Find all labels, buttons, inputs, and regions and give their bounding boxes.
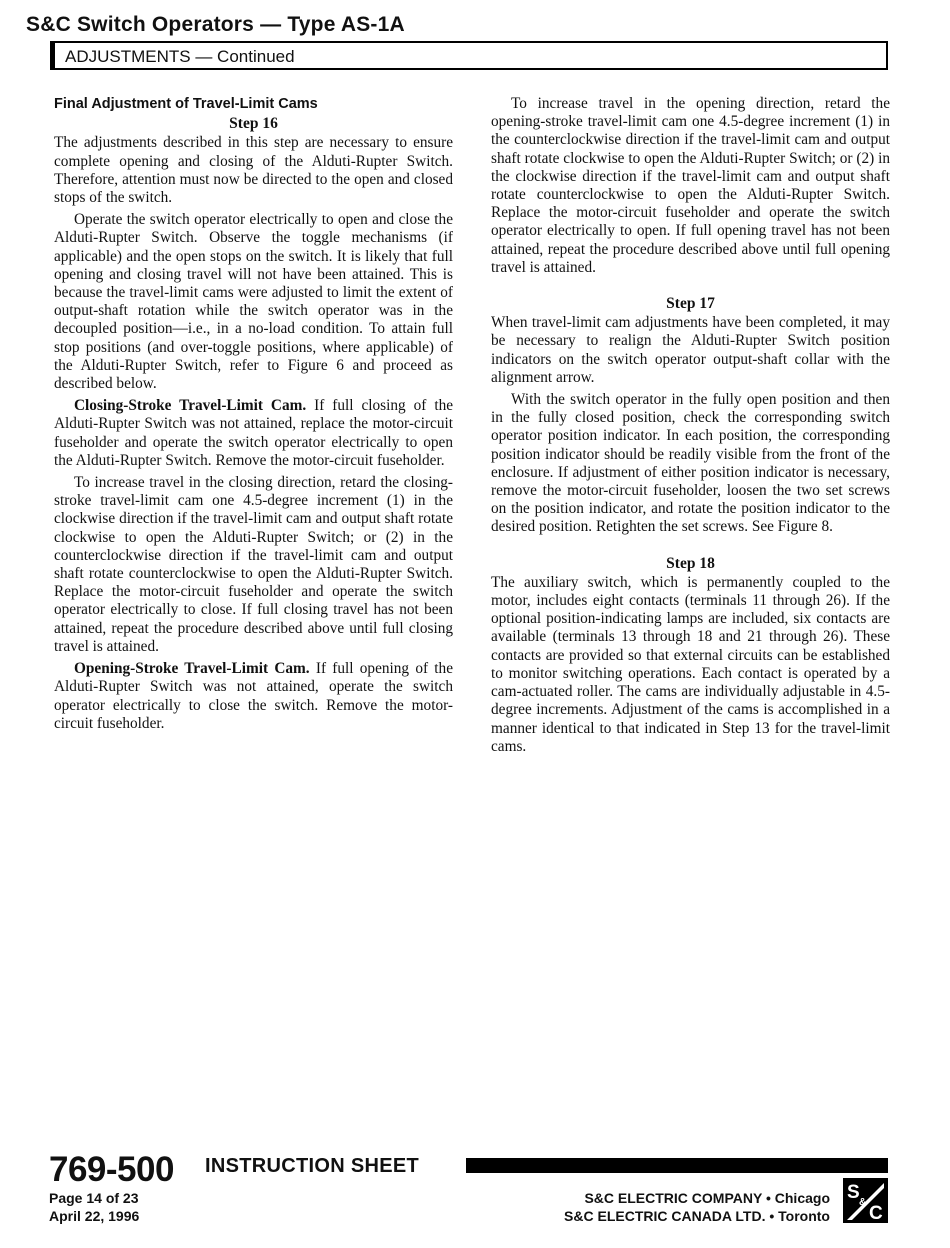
step-17-paragraph-1: When travel-limit cam adjustments have been completed, it may be necessary to realign the Alduti-Rupter Switch position indicators on the switch operator output-shaft collar with the alignment arrow. bbox=[491, 314, 890, 386]
issue-date: April 22, 1996 bbox=[49, 1208, 140, 1224]
step-16-paragraph-1: The adjustments described in this step are necessary to ensure complete opening and closing of the Alduti-Rupter Switch. Therefore, attention must now be directed to the open and closed stops of the switch. bbox=[54, 134, 453, 207]
company-line-chicago bbox=[584, 1190, 830, 1206]
section-header-bar bbox=[50, 41, 888, 70]
step-16-paragraph-2: Operate the switch operator electrically to open and close the Alduti-Rupter Switch. Observe the toggle mechanisms (if applicable) and the open stops on the switch. It is likely that full opening and closing travel will not have been attained. This is because the travel-limit cams were adjusted to limit the extent of output-shaft rotation while the switch operator was in the decoupled position—i.e., in a no-load condition. To attain full stop positions (and over-toggle positions, where applicable) of the Alduti-Rupter Switch, refer to Figure 6 and proceed as described below. bbox=[54, 211, 453, 393]
step-18-paragraph-1: The auxiliary switch, which is permanently coupled to the motor, includes eight contacts (terminals 11 through 26). If the optional position-indicating lamps are included, six contacts are available (terminals 13 through 18 and 21 through 26). These contacts are provided so that external circuits can be established to monitor switching operations. Each contact is operated by a cam-actuated roller. The cams are individually adjustable in 4.5-degree increments. Adjustment of the cams is accomplished in a manner identical to that indicated in Step 13 for the travel-limit cams. bbox=[491, 573, 890, 755]
svg-text:C: C bbox=[869, 1203, 883, 1223]
closing-stroke-paragraph-2: To increase travel in the closing direction, retard the closing-stroke travel-limit cam one 4.5-degree increment (1) in the clockwise direction if the travel-limit cam and output shaft rotate clockwise to open the Alduti-Rupter Switch; or (2) in the counterclockwise direction if the travel-limit cam and output shaft rotate counterclockwise to open the Alduti-Rupter Switch. Replace the motor-circuit fuseholder and operate the switch operator electrically to close. If full closing travel has not been attained, repeat the procedure described above until full closing travel is attained. bbox=[54, 474, 453, 655]
step-16-heading: Step 16 bbox=[229, 115, 278, 133]
left-column bbox=[54, 95, 453, 737]
svg-text:S: S bbox=[847, 1182, 860, 1203]
company-line-toronto bbox=[564, 1208, 830, 1224]
opening-stroke-runin-heading: Opening-Stroke Travel-Limit Cam. bbox=[74, 660, 310, 678]
company-city-chicago: Chicago bbox=[774, 1190, 830, 1206]
company-name-canada: S&C ELECTRIC CANADA LTD. bbox=[564, 1208, 766, 1224]
opening-stroke-paragraph-1 bbox=[54, 660, 453, 733]
company-name-us: S&C ELECTRIC COMPANY bbox=[584, 1190, 763, 1206]
bullet-separator: • bbox=[762, 1190, 775, 1206]
closing-stroke-paragraph-1 bbox=[54, 397, 453, 470]
instruction-sheet-label: INSTRUCTION SHEET bbox=[205, 1155, 419, 1177]
svg-text:&: & bbox=[859, 1197, 867, 1208]
document-title: S&C Switch Operators — Type AS-1A bbox=[26, 13, 405, 36]
opening-stroke-paragraph-2: To increase travel in the opening direction, retard the opening-stroke travel-limit cam one 4.5-degree increment (1) in the counterclockwise direction if the travel-limit cam and output shaft rotate clockwise to open the Alduti-Rupter Switch; or (2) in the clockwise direction if the travel-limit cam and output shaft rotate counterclockwise to open the Alduti-Rupter Switch. Replace the motor-circuit fuseholder and operate the switch operator electrically to open. If full opening travel has not been attained, repeat the procedure described above until full opening travel is attained. bbox=[491, 95, 890, 276]
bullet-separator: • bbox=[765, 1208, 779, 1224]
subheading-final-adjustment: Final Adjustment of Travel-Limit Cams bbox=[54, 96, 318, 112]
instruction-sheet-number: 769-500 bbox=[49, 1150, 174, 1189]
footer-rule bbox=[466, 1158, 888, 1173]
section-title: ADJUSTMENTS — Continued bbox=[65, 47, 295, 66]
sc-logo-icon bbox=[843, 1178, 888, 1223]
closing-stroke-runin-heading: Closing-Stroke Travel-Limit Cam. bbox=[74, 397, 307, 415]
step-17-paragraph-2: With the switch operator in the fully open position and then in the fully closed position, check the corresponding switch operator position indicator. In each position, the corresponding position indicator should be readily visible from the front of the enclosure. If adjustment of either position indicator is necessary, remove the motor-circuit fuseholder, loosen the two set screws on the position indicator, and rotate the position indicator to the desired position. Retighten the set screws. See Figure 8. bbox=[491, 391, 890, 536]
company-city-toronto: Toronto bbox=[778, 1208, 830, 1224]
step-17-heading: Step 17 bbox=[666, 295, 715, 313]
step-18-heading: Step 18 bbox=[666, 554, 715, 572]
page-number: Page 14 of 23 bbox=[49, 1190, 139, 1206]
opening-stroke-text: If full opening of the Alduti-Rupter Switch was not attained, operate the switch operator electrically to close the switch. Remove the motor-circuit fuseholder. bbox=[54, 660, 453, 732]
right-column bbox=[491, 95, 890, 760]
closing-stroke-text: If full closing of the Alduti-Rupter Switch was not attained, replace the motor-circuit fuseholder and operate the switch operator electrically to open the Alduti-Rupter Switch. Remove the motor-circuit fuseholder. bbox=[54, 397, 454, 469]
